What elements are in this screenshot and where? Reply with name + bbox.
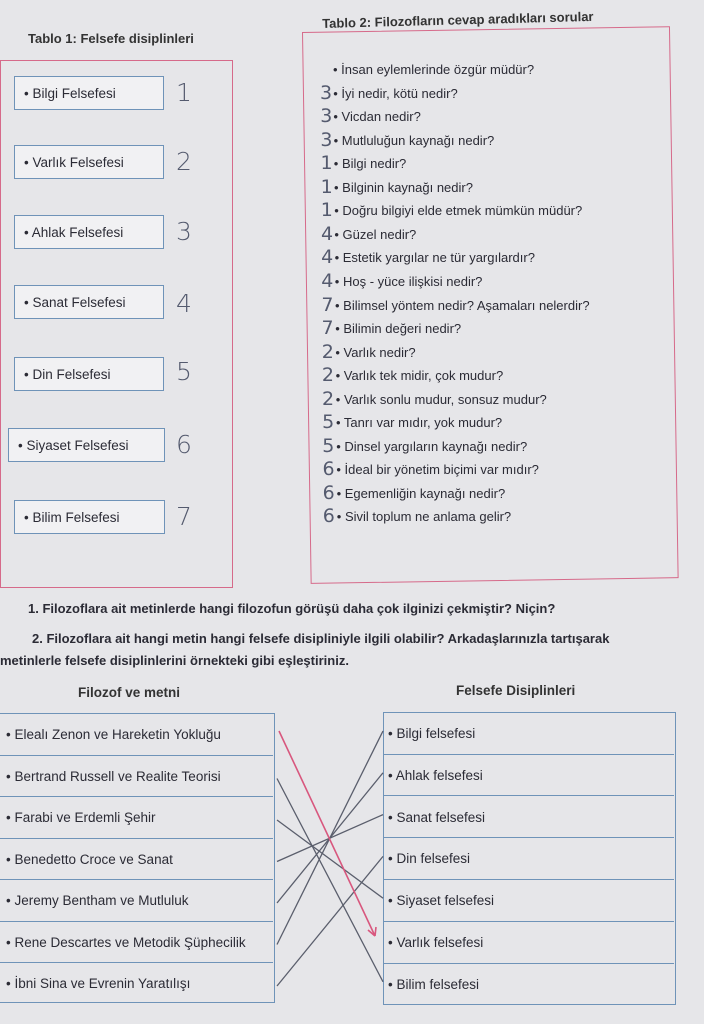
question-mark-number: 1 xyxy=(320,152,333,175)
question-mark-number: 2 xyxy=(322,387,335,410)
discipline-sanat: • Sanat Felsefesi xyxy=(14,285,164,319)
question-mark-number: 2 xyxy=(321,340,334,363)
question-mark-number: 1 xyxy=(320,175,333,198)
question-2-line-2: metinlerle felsefe disiplinlerini örnekteki gibi eşleştiriniz. xyxy=(0,653,349,668)
match-line xyxy=(277,731,383,945)
discipline-bilgi: • Bilgi Felsefesi xyxy=(14,76,164,110)
discipline-number: 4 xyxy=(176,289,192,318)
match-line xyxy=(277,856,383,986)
discipline-ahlak: • Ahlak Felsefesi xyxy=(14,215,164,249)
example-match-line xyxy=(279,731,375,936)
question-item: • Bilimin değeri nedir? xyxy=(335,321,462,337)
question-mark-number: 5 xyxy=(322,434,335,457)
question-item: • Varlık tek midir, çok mudur? xyxy=(335,368,504,384)
question-2-line-1: 2. Filozoflara ait hangi metin hangi felsefe disipliniyle ilgili olabilir? Arkadaşlarınızla tartışarak xyxy=(32,631,610,646)
discipline-bilim: • Bilim Felsefesi xyxy=(14,500,165,534)
question-item: • Doğru bilgiyi elde etmek mümkün müdür? xyxy=(334,203,583,219)
discipline-row: • Bilgi felsefesi xyxy=(384,713,674,755)
discipline-row: • Sanat felsefesi xyxy=(384,797,674,839)
question-item: • Bilimsel yöntem nedir? Aşamaları nelerdir? xyxy=(335,297,590,313)
question-mark-number: 4 xyxy=(321,246,334,269)
discipline-row: • Varlık felsefesi xyxy=(384,922,674,964)
discipline-number: 2 xyxy=(176,147,192,176)
philosopher-row: • Rene Descartes ve Metodik Şüphecilik xyxy=(0,922,273,964)
table1-title: Tablo 1: Felsefe disiplinleri xyxy=(28,31,194,46)
question-item: • Varlık sonlu mudur, sonsuz mudur? xyxy=(335,391,547,407)
question-item: • Hoş - yüce ilişkisi nedir? xyxy=(334,273,483,289)
question-item: • Güzel nedir? xyxy=(334,226,417,242)
question-item: • Estetik yargılar ne tür yargılardır? xyxy=(334,250,535,266)
discipline-number: 1 xyxy=(176,78,192,107)
question-item: • Egemenliğin kaynağı nedir? xyxy=(336,485,506,501)
left-column-header: Filozof ve metni xyxy=(78,685,181,700)
discipline-siyaset: • Siyaset Felsefesi xyxy=(8,428,165,462)
question-mark-number: 6 xyxy=(322,505,335,528)
question-mark-number: 3 xyxy=(320,81,333,104)
question-mark-number: 4 xyxy=(320,222,334,245)
match-line xyxy=(277,820,383,898)
philosopher-row: • Jeremy Bentham ve Mutluluk xyxy=(0,880,273,922)
discipline-varlik: • Varlık Felsefesi xyxy=(14,145,164,179)
philosopher-row: • Elealı Zenon ve Hareketin Yokluğu xyxy=(0,714,273,756)
question-item: • Tanrı var mıdır, yok mudur? xyxy=(336,415,503,431)
question-mark-number: 5 xyxy=(322,411,335,434)
question-mark-number: 2 xyxy=(321,364,334,387)
discipline-row: • Ahlak felsefesi xyxy=(384,755,674,797)
discipline-number: 6 xyxy=(176,430,192,459)
question-mark-number: 7 xyxy=(321,293,334,316)
question-mark-number: 1 xyxy=(320,199,333,222)
philosopher-row: • Farabi ve Erdemli Şehir xyxy=(0,797,273,839)
discipline-number: 5 xyxy=(176,357,192,386)
match-line xyxy=(277,779,383,982)
table2-title: Tablo 2: Filozofların cevap aradıkları sorular xyxy=(322,8,594,31)
question-item: • Bilginin kaynağı nedir? xyxy=(334,179,473,195)
question-mark-number: 3 xyxy=(320,105,333,128)
question-mark-number: 4 xyxy=(321,269,334,292)
question-item: • Sivil toplum ne anlama gelir? xyxy=(336,509,512,525)
question-mark-number: 7 xyxy=(321,317,334,340)
discipline-din: • Din Felsefesi xyxy=(14,357,164,391)
philosopher-row: • Benedetto Croce ve Sanat xyxy=(0,839,273,881)
question-item: • Varlık nedir? xyxy=(335,344,416,360)
question-item: • İyi nedir, kötü nedir? xyxy=(333,85,458,101)
question-item: • Bilgi nedir? xyxy=(333,156,407,172)
question-mark-number: 6 xyxy=(322,458,335,481)
discipline-number: 3 xyxy=(176,217,192,246)
question-mark-number: 6 xyxy=(322,481,335,504)
question-item: • Dinsel yargıların kaynağı nedir? xyxy=(336,438,528,454)
philosopher-row: • İbni Sina ve Evrenin Yaratılışı xyxy=(6,976,191,991)
discipline-row: • Siyaset felsefesi xyxy=(384,880,674,922)
question-mark-number: 3 xyxy=(320,128,333,151)
right-column-header: Felsefe Disiplinleri xyxy=(456,683,576,698)
philosopher-row: • Bertrand Russell ve Realite Teorisi xyxy=(0,756,273,798)
discipline-row: • Din felsefesi xyxy=(384,838,674,880)
discipline-number: 7 xyxy=(176,502,192,531)
question-item: • Vicdan nedir? xyxy=(333,109,421,125)
discipline-row: • Bilim felsefesi xyxy=(388,976,479,992)
question-item: • Mutluluğun kaynağı nedir? xyxy=(333,132,495,148)
question-1: 1. Filozoflara ait metinlerde hangi filozofun görüşü daha çok ilginizi çekmiştir? Niçin? xyxy=(28,601,556,616)
question-item: • İnsan eylemlerinde özgür müdür? xyxy=(333,62,535,77)
question-item: • İdeal bir yönetim biçimi var mıdır? xyxy=(336,462,539,478)
